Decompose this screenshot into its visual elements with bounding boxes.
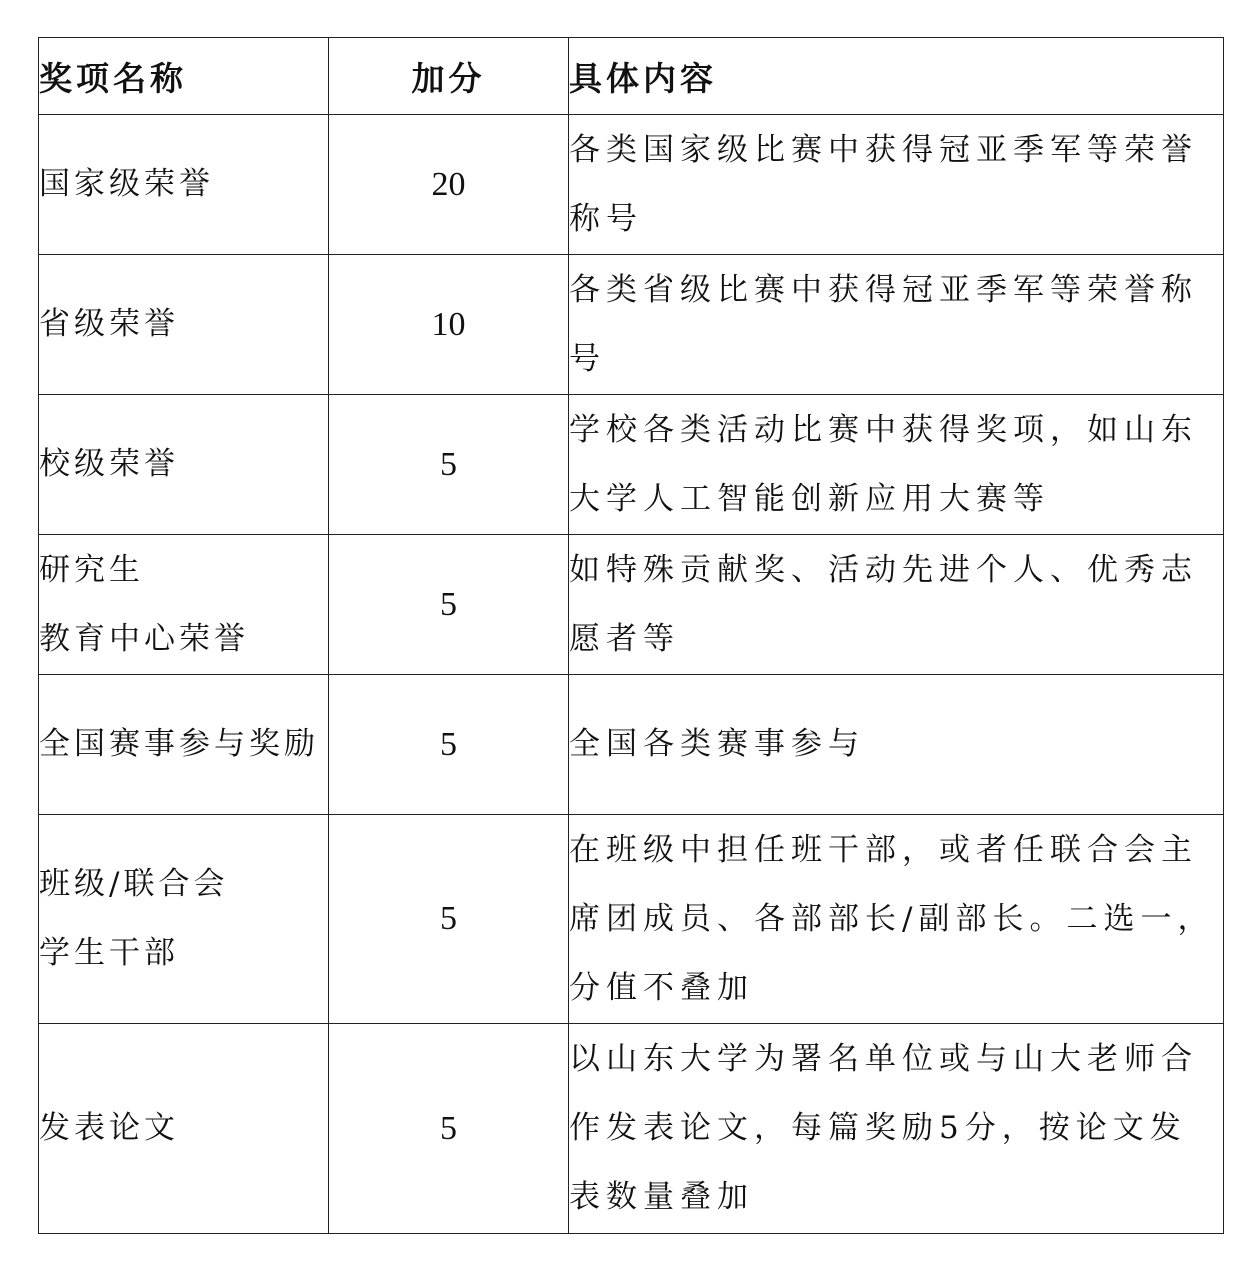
header-score: 加分 [329, 38, 569, 115]
award-name-line: 班级/联合会 [39, 866, 229, 902]
award-name-cell: 校级荣誉 [39, 395, 329, 535]
detail-cell: 各类省级比赛中获得冠亚季军等荣誉称号 [569, 255, 1224, 395]
score-cell: 5 [329, 675, 569, 815]
table-header-row [39, 38, 1224, 115]
award-name-cell: 发表论文 [39, 1024, 329, 1234]
table-row [39, 115, 1224, 255]
detail-cell: 全国各类赛事参与 [569, 675, 1224, 815]
table-row [39, 1024, 1224, 1234]
score-cell: 5 [329, 535, 569, 675]
award-name-cell [39, 535, 329, 675]
score-cell: 20 [329, 115, 569, 255]
detail-cell: 在班级中担任班干部，或者任联合会主席团成员、各部部长/副部长。二选一，分值不叠加 [569, 815, 1224, 1024]
score-cell: 10 [329, 255, 569, 395]
award-name-cell [39, 815, 329, 1024]
award-name-cell: 全国赛事参与奖励 [39, 675, 329, 815]
detail-cell: 以山东大学为署名单位或与山大老师合作发表论文，每篇奖励5分，按论文发表数量叠加 [569, 1024, 1224, 1234]
detail-cell: 学校各类活动比赛中获得奖项，如山东大学人工智能创新应用大赛等 [569, 395, 1224, 535]
award-name-line: 学生干部 [39, 935, 179, 971]
award-name-line: 研究生 [39, 551, 144, 588]
detail-cell: 如特殊贡献奖、活动先进个人、优秀志愿者等 [569, 535, 1224, 675]
table-row [39, 675, 1224, 815]
header-detail: 具体内容 [569, 38, 1224, 115]
award-score-table [38, 37, 1224, 1234]
table-row [39, 255, 1224, 395]
header-award-name: 奖项名称 [39, 38, 329, 115]
score-cell: 5 [329, 815, 569, 1024]
table-row [39, 535, 1224, 675]
detail-cell: 各类国家级比赛中获得冠亚季军等荣誉称号 [569, 115, 1224, 255]
table-row [39, 815, 1224, 1024]
award-name-line: 教育中心荣誉 [39, 620, 249, 657]
score-cell: 5 [329, 395, 569, 535]
score-cell: 5 [329, 1024, 569, 1234]
award-name-cell: 省级荣誉 [39, 255, 329, 395]
award-name-cell: 国家级荣誉 [39, 115, 329, 255]
table-row [39, 395, 1224, 535]
